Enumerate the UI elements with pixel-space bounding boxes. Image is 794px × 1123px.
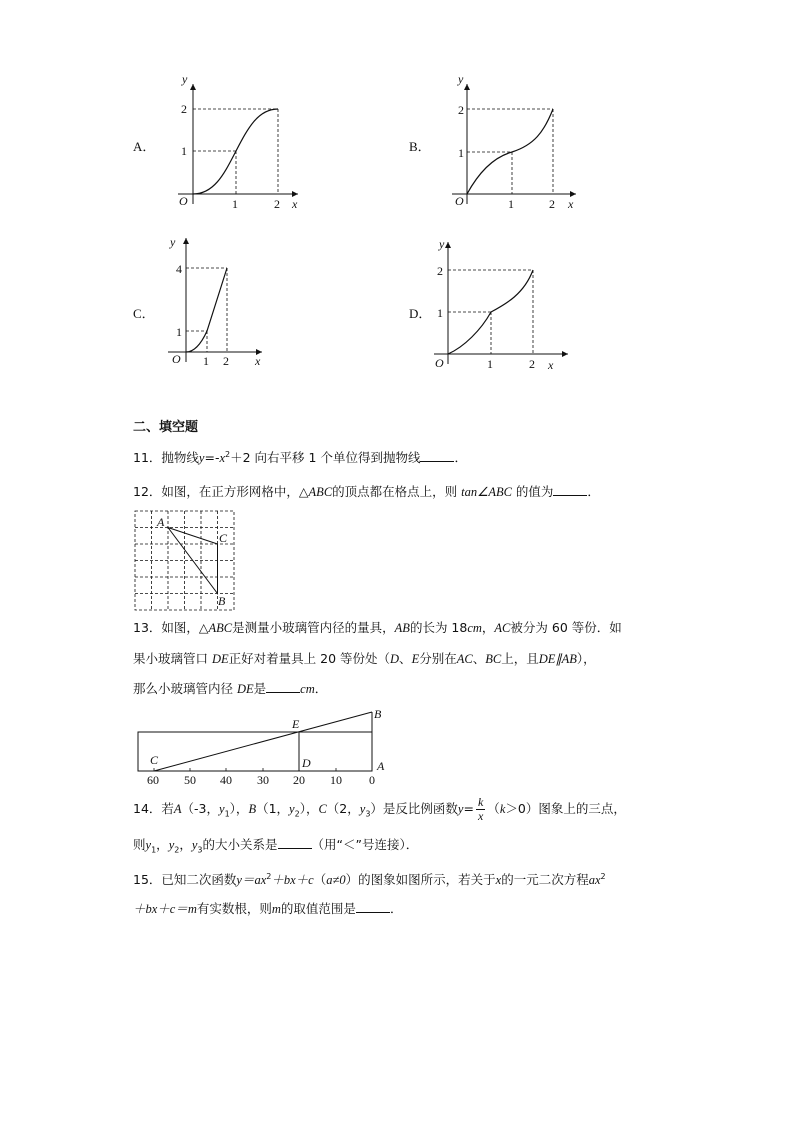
- question-15-line-2: [133, 900, 402, 918]
- question-13-line-2: [133, 650, 596, 668]
- option-b-label: B．: [409, 139, 431, 154]
- y-label: y: [182, 72, 188, 86]
- point-b-label: B: [374, 707, 382, 721]
- tick-x-1: 1: [508, 197, 514, 211]
- question-15-line-1: [133, 868, 606, 889]
- graph-option-a: [170, 72, 310, 212]
- q13-ab: AB: [394, 621, 410, 635]
- tick-30: 30: [257, 773, 269, 787]
- q14-y2: y: [289, 802, 295, 816]
- q14-frac-den: x: [477, 809, 484, 823]
- question-13-line-3: [133, 680, 327, 698]
- tick-y-1: 1: [437, 306, 443, 320]
- q11-y: y: [198, 451, 205, 466]
- q14-y3: y: [359, 802, 366, 816]
- tick-x-1: 1: [203, 354, 209, 368]
- q11-x: x: [219, 451, 226, 466]
- q14-t11: 的大小关系是: [202, 837, 278, 852]
- q13-cm: cm: [467, 621, 482, 635]
- q13-ac: AC: [494, 621, 511, 635]
- q14-l2-s3: 3: [197, 845, 203, 855]
- q14-t9: ＞0）图象上的三点，: [505, 801, 626, 816]
- tick-x-2: 2: [274, 197, 280, 211]
- q13-measure-figure: [134, 706, 394, 790]
- q13-t5: 被分为 60 等份．如: [510, 620, 622, 635]
- curve: [467, 109, 553, 194]
- q14-t1: 14．若: [133, 801, 174, 816]
- q14-l2-s2: 2: [174, 845, 180, 855]
- q13-t7: 正好对着量具上 20 等份处（: [228, 651, 391, 666]
- vertex-c-label: C: [219, 531, 228, 545]
- q13-t12: ），: [576, 651, 596, 666]
- q15-eq: ＋bx＋c＝m: [133, 902, 197, 916]
- q11-sup: 2: [225, 450, 231, 459]
- q13-t2: 是测量小玻璃管内径的量具，: [232, 620, 395, 635]
- segment-cb: [154, 712, 372, 771]
- q15-m: m: [271, 902, 281, 916]
- tick-y-2: 2: [181, 102, 187, 116]
- q12-abc: ABC: [308, 485, 333, 499]
- section-title: 二、填空题: [133, 420, 199, 435]
- curve: [193, 109, 278, 194]
- q14-eq: =: [463, 801, 474, 816]
- q13-t4: ，: [481, 620, 495, 635]
- tick-y-4: 4: [176, 262, 182, 276]
- curve: [186, 268, 227, 352]
- q14-t12: （用“＜”号连接）．: [311, 837, 419, 852]
- q13-t10: 、: [472, 651, 486, 666]
- glass-tube-outline: [138, 732, 372, 771]
- origin-label: O: [435, 356, 444, 370]
- q11-number: 11．: [133, 450, 162, 466]
- q14-a: A: [173, 802, 182, 816]
- tick-x-2: 2: [223, 354, 229, 368]
- q14-s1: 1: [224, 809, 230, 819]
- q13-bc: BC: [485, 652, 502, 666]
- q13-answer-blank[interactable]: [266, 680, 300, 693]
- q14-y: y: [457, 802, 464, 816]
- question-12: [133, 483, 600, 501]
- q15-t1: 15．已知二次函数: [133, 872, 237, 888]
- q14-l2-y2: y: [168, 838, 175, 852]
- q13-e: E: [411, 652, 420, 666]
- q14-l2-s1: 1: [151, 845, 157, 855]
- tick-y-1: 1: [176, 325, 182, 339]
- q11-text-1: 抛物线: [161, 450, 199, 466]
- tick-x-1: 1: [232, 197, 238, 211]
- q15-expr: y＝ax: [236, 873, 267, 888]
- q13-t15: ．: [314, 681, 328, 696]
- x-label: x: [568, 197, 574, 211]
- tick-60: 60: [147, 773, 159, 787]
- q12-grid-figure: [134, 510, 236, 612]
- y-label: y: [439, 237, 445, 251]
- tick-10: 10: [330, 773, 342, 787]
- origin-label: O: [455, 194, 464, 208]
- q14-s3: 3: [365, 809, 371, 819]
- tick-y-2: 2: [458, 103, 464, 117]
- x-label: x: [255, 354, 261, 368]
- q14-t5: ），: [299, 801, 319, 816]
- y-label: y: [170, 235, 176, 249]
- q14-b: B: [248, 802, 257, 816]
- q13-t6: 果小玻璃管口: [133, 651, 212, 666]
- q14-t7: ）是反比例函数: [370, 801, 458, 816]
- graph-option-b: [444, 72, 584, 212]
- q14-t6: （2，: [326, 801, 360, 816]
- q13-de: DE: [211, 652, 229, 666]
- tick-20: 20: [293, 773, 305, 787]
- q15-t6: 的取值范围是: [280, 901, 356, 916]
- vertex-a-label: A: [157, 515, 165, 529]
- q12-triangle-symbol: △: [298, 484, 309, 499]
- graph-option-c: [162, 230, 282, 370]
- q11-text-2: =-: [204, 450, 220, 466]
- q15-cond: a≠0: [326, 873, 346, 888]
- q12-end: ．: [587, 484, 600, 499]
- question-11: [133, 446, 467, 467]
- q15-t2: （: [313, 872, 327, 888]
- q14-t10: 则: [133, 837, 146, 852]
- option-a-label: A．: [133, 139, 156, 154]
- q14-sep1: ，: [156, 837, 169, 852]
- q13-d: D: [390, 652, 400, 666]
- q13-t9: 分别在: [419, 651, 457, 666]
- q12-text-3: 的值为: [511, 484, 554, 499]
- q14-t3: ），: [229, 801, 249, 816]
- q13-t3: 的长为 18: [409, 620, 468, 635]
- graph-option-d: [426, 232, 576, 372]
- q14-sep2: ，: [179, 837, 192, 852]
- q15-ax: ax: [588, 873, 601, 888]
- tick-50: 50: [184, 773, 196, 787]
- q13-ac2: AC: [456, 652, 473, 666]
- origin-label: O: [179, 194, 188, 208]
- option-c-label: C．: [133, 306, 155, 321]
- tick-0: 0: [369, 773, 375, 787]
- q13-t8: 、: [399, 651, 412, 666]
- question-13-line-1: [133, 619, 622, 637]
- q14-t2: （-3，: [181, 801, 220, 816]
- tick-x-2: 2: [549, 197, 555, 211]
- q14-fraction: [476, 796, 485, 823]
- q15-t4: 的一元二次方程: [501, 872, 589, 888]
- point-d-label: D: [302, 756, 311, 770]
- tick-x-2: 2: [529, 357, 535, 371]
- q11-answer-blank[interactable]: [420, 449, 454, 462]
- question-14-line-1: [133, 794, 626, 830]
- x-label: x: [292, 197, 298, 211]
- q14-s2: 2: [294, 809, 300, 819]
- q15-t5: 有实数根，则: [196, 901, 272, 916]
- point-c-label: C: [150, 753, 159, 767]
- vertex-b-label: B: [218, 594, 226, 608]
- q14-t4: （1，: [256, 801, 290, 816]
- q12-text-2: 的顶点都在格点上，则: [332, 484, 462, 499]
- q12-number: 12．: [133, 484, 162, 499]
- q13-deab: DE∥AB: [538, 652, 577, 666]
- tick-y-1: 1: [181, 144, 187, 158]
- q15-bxc: ＋bx＋c: [271, 873, 314, 888]
- q15-t3: ）的图象如图所示，若关于: [345, 872, 496, 888]
- q11-end: ．: [454, 450, 467, 466]
- q14-answer-blank[interactable]: [278, 836, 312, 849]
- q14-k: k: [499, 802, 506, 816]
- q14-c: C: [318, 802, 327, 816]
- y-label: y: [458, 72, 464, 86]
- tick-y-1: 1: [458, 146, 464, 160]
- q15-end: ．: [389, 901, 403, 916]
- question-14-line-2: [133, 836, 418, 860]
- q14-t8: （: [487, 801, 500, 816]
- q15-sup2: 2: [600, 872, 606, 881]
- q13-t11: 上，且: [501, 651, 539, 666]
- q13-t1: 13．如图，△: [133, 620, 209, 635]
- tick-y-2: 2: [437, 264, 443, 278]
- q13-t13: 那么小玻璃管内径: [133, 681, 237, 696]
- option-d-label: D．: [409, 306, 432, 321]
- q13-abc: ABC: [208, 621, 233, 635]
- q13-de2: DE: [236, 682, 254, 696]
- q12-answer-blank[interactable]: [553, 483, 587, 496]
- tick-40: 40: [220, 773, 232, 787]
- q15-sup: 2: [266, 872, 272, 881]
- q14-y1: y: [219, 802, 225, 816]
- q13-cm2: cm: [300, 682, 315, 696]
- q11-text-3: ＋2 向右平移 1 个单位得到抛物线: [230, 450, 421, 466]
- q14-l2-y3: y: [191, 838, 198, 852]
- x-label: x: [548, 358, 554, 372]
- q15-answer-blank[interactable]: [356, 900, 390, 913]
- origin-label: O: [172, 352, 181, 366]
- q12-text-1: 如图，在正方形网格中，: [161, 484, 299, 499]
- point-e-label: E: [292, 717, 300, 731]
- q15-x: x: [495, 873, 502, 888]
- q13-t14: 是: [253, 681, 267, 696]
- tick-x-1: 1: [487, 357, 493, 371]
- q12-tan: tan∠ABC: [461, 485, 512, 499]
- q14-frac-num: k: [477, 795, 484, 809]
- point-a-label: A: [377, 759, 385, 773]
- q14-l2-y1: y: [145, 838, 152, 852]
